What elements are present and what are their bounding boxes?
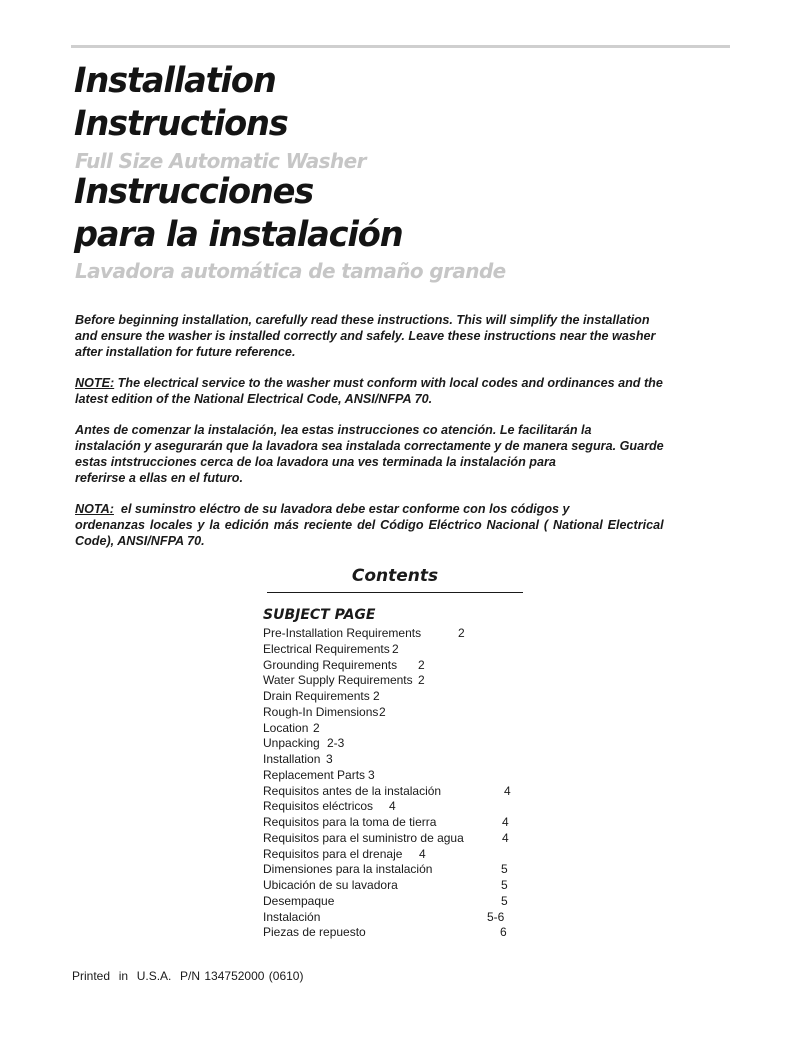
- toc-entry: [263, 894, 523, 910]
- toc-subject: Rough-In Dimensions: [263, 704, 379, 719]
- toc-entry: [263, 862, 523, 878]
- antes-paragraph: [75, 422, 735, 486]
- toc-page-number: 4: [502, 830, 509, 845]
- toc-page-number: 5: [501, 878, 508, 892]
- toc-page-number: 2: [418, 673, 425, 688]
- intro-paragraph: [75, 312, 735, 360]
- toc-page-number: 4: [389, 799, 396, 814]
- toc-subject: Grounding Requirements: [263, 657, 398, 672]
- toc-subject: Location: [263, 720, 309, 735]
- toc-entry: [263, 736, 523, 752]
- intro-line: and ensure the washer is installed correctly and safely. Leave these instructions near the washer: [75, 329, 656, 343]
- toc-subject: Unpacking: [263, 736, 320, 751]
- antes-line: estas intstrucciones cerca de loa lavadora una ves terminada la instalación para: [75, 455, 556, 469]
- antes-line: referirse a ellas en el futuro.: [75, 471, 243, 485]
- toc-subject: Installation: [263, 752, 321, 766]
- table-of-contents: [263, 626, 523, 941]
- toc-page-number: 2: [373, 689, 380, 703]
- toc-subject: Requisitos antes de la instalación: [263, 783, 442, 798]
- nota-text: el suminstro eléctro de su lavadora debe estar conforme con los códigos y: [113, 502, 570, 516]
- nota-line-3: Code), ANSI/NFPA 70.: [75, 534, 205, 548]
- toc-subject: Dimensiones para la instalación: [263, 862, 433, 877]
- toc-entry: [263, 768, 523, 784]
- toc-page-number: 6: [500, 925, 507, 940]
- antes-line: instalación y asegurarán que la lavadora sea instalada correctamente y de manera segura. Guarde: [75, 439, 664, 453]
- note-paragraph: [75, 375, 735, 407]
- note-label: NOTE:: [75, 376, 115, 390]
- title-spanish: [74, 171, 402, 257]
- print-info-footer: Printed in U.S.A. P/N 134752000 (0610): [72, 969, 304, 983]
- toc-page-number: 2: [458, 626, 465, 640]
- toc-subject: Requisitos para la toma de tierra: [263, 815, 437, 829]
- toc-subject: Requisitos para el drenaje: [263, 846, 403, 861]
- title-english-line-2: Instructions: [74, 104, 288, 144]
- toc-page-number: 2: [418, 657, 425, 672]
- toc-page-number: 2-3: [327, 736, 345, 751]
- toc-subject: Instalación: [263, 909, 321, 924]
- toc-entry: [263, 721, 523, 737]
- nota-line-2: ordenanzas locales y la edición más reciente del Código Eléctrico Nacional ( National Electrical: [75, 518, 664, 532]
- subtitle-english: Full Size Automatic Washer: [75, 149, 366, 173]
- title-english-line-1: Installation: [74, 61, 276, 101]
- contents-heading: Contents: [351, 566, 439, 586]
- note-text: The electrical service to the washer must conform with local codes and ordinances and the: [114, 376, 663, 390]
- toc-entry: [263, 831, 523, 847]
- note-line-2: latest edition of the National Electrical Code, ANSI/NFPA 70.: [75, 392, 433, 406]
- toc-subject: Pre-Installation Requirements: [263, 626, 422, 640]
- toc-entry: [263, 673, 523, 689]
- toc-subject: Water Supply Requirements: [263, 673, 413, 688]
- toc-page-number: 5: [501, 862, 508, 877]
- nota-label: NOTA:: [75, 502, 114, 516]
- toc-entry: [263, 799, 523, 815]
- toc-page-number: 5-6: [487, 909, 505, 924]
- toc-subject: Piezas de repuesto: [263, 925, 366, 940]
- toc-entry: [263, 752, 523, 768]
- toc-entry: [263, 658, 523, 674]
- title-spanish-line-2: para la instalación: [74, 215, 403, 255]
- title-spanish-line-1: Instrucciones: [74, 172, 314, 212]
- toc-entry: [263, 815, 523, 831]
- toc-page-number: 4: [502, 815, 509, 829]
- toc-subject: Requisitos eléctricos: [263, 799, 374, 814]
- toc-page-number: 5: [501, 893, 508, 908]
- toc-subject: Requisitos para el suministro de agua: [263, 830, 464, 845]
- toc-page-number: 2: [392, 641, 399, 656]
- toc-entry: [263, 626, 523, 642]
- nota-line-1: [75, 501, 735, 517]
- toc-entry: [263, 784, 523, 800]
- title-english: [74, 60, 288, 146]
- toc-subject: Replacement Parts: [263, 767, 366, 782]
- toc-subject: Electrical Requirements: [263, 641, 390, 656]
- toc-page-number: 2: [313, 720, 320, 735]
- toc-entry: [263, 847, 523, 863]
- subject-page-heading: SUBJECT PAGE: [263, 607, 376, 623]
- antes-line: Antes de comenzar la instalación, lea estas instrucciones co atención. Le facilitarán la: [75, 423, 592, 437]
- intro-line: Before beginning installation, carefully read these instructions. This will simplify the installation: [75, 313, 650, 327]
- toc-page-number: 2: [379, 704, 386, 719]
- toc-subject: Desempaque: [263, 893, 335, 908]
- toc-entry: [263, 705, 523, 721]
- subtitle-spanish: Lavadora automática de tamaño grande: [75, 259, 506, 283]
- toc-entry: [263, 689, 523, 705]
- toc-subject: Ubicación de su lavadora: [263, 878, 398, 892]
- nota-paragraph: [75, 501, 735, 549]
- toc-page-number: 4: [504, 783, 511, 798]
- toc-entry: [263, 925, 523, 941]
- toc-page-number: 4: [419, 846, 426, 861]
- toc-entry: [263, 642, 523, 658]
- note-line-1: [75, 375, 735, 391]
- toc-entry: [263, 878, 523, 894]
- toc-page-number: 3: [368, 767, 375, 782]
- intro-line: after installation for future reference.: [75, 345, 296, 359]
- toc-page-number: 3: [326, 752, 333, 766]
- toc-entry: [263, 910, 523, 926]
- top-rule: [71, 45, 730, 48]
- contents-divider: [267, 592, 523, 593]
- toc-subject: Drain Requirements: [263, 689, 370, 703]
